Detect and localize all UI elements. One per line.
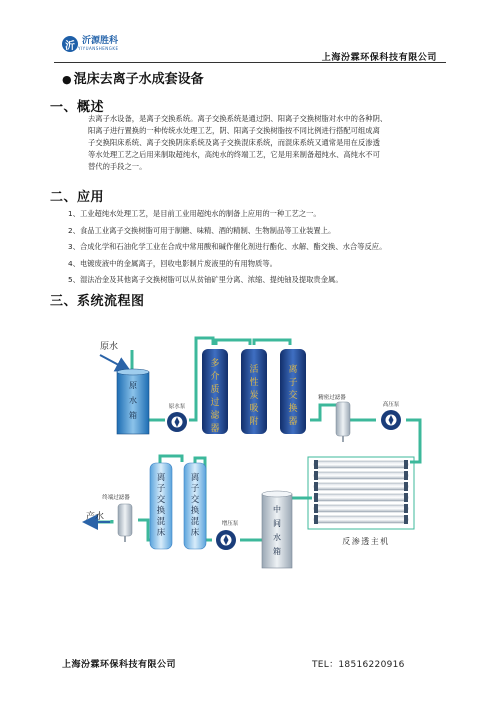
logo-subtext: YIYUANSHENGKE (78, 46, 119, 51)
precision-filter-label: 精密过滤器 (318, 395, 346, 401)
overview-line: 去离子水设备，是离子交换系统。离子交换系统是通过阴、阳离子交换树脂对水中的各种阴、 (88, 114, 388, 123)
middle-tank-char: 水 (273, 533, 281, 542)
raw-water-arrow (100, 355, 128, 370)
overview-line: 阳离子进行置换的一种传统水处理工艺，阴、阳离子交换树脂按不同比例进行搭配可组成离 (88, 126, 380, 135)
transfer-pump-label: 增压泵 (221, 521, 239, 527)
footer-tel: TEL：18516220916 (312, 660, 405, 670)
middle-tank-char: 箱 (273, 547, 281, 556)
ro-tube-endcap (404, 493, 408, 502)
pipe-softener-precision (310, 405, 336, 420)
raw-water-label: 原水 (100, 342, 119, 352)
media-filter-label-char: 介 (210, 372, 220, 382)
ro-tube-endcap (314, 482, 318, 491)
pipe-ro-middle (290, 498, 312, 505)
mixed-bed-2-label-char: 混 (190, 517, 200, 527)
ro-tube-endcap (404, 482, 408, 491)
logo-icon: 沂 (62, 36, 78, 52)
list-item: 5、湿法冶金及其他离子交换树脂可以从贫铀矿里分离、浓缩、提纯铀及提取贵金属。 (68, 275, 343, 284)
header-company: 上海汾霖环保科技有限公司 (321, 53, 437, 63)
softener-label-char: 子 (288, 378, 298, 388)
logo-text: 沂源胜科 (82, 36, 119, 46)
precision-filter-icon (336, 402, 350, 442)
ro-membrane-tube (314, 461, 408, 468)
mixed-bed-1-label-char: 交 (156, 495, 166, 505)
mixed-bed-2-label-char: 子 (190, 484, 200, 494)
ro-tube-endcap (314, 460, 318, 469)
bullet-icon: ● (62, 73, 72, 86)
overview-heading: 一、概述 (50, 100, 105, 115)
ro-tube-endcap (314, 471, 318, 480)
ro-tube-endcap (404, 504, 408, 513)
terminal-filter-label: 终端过滤器 (102, 495, 130, 501)
pipe-media-carbon (216, 340, 250, 345)
carbon-filter-label-char: 性 (249, 378, 259, 388)
ro-tube-endcap (404, 515, 408, 524)
softener-label-char: 换 (288, 404, 298, 414)
ro-tube-endcap (314, 515, 318, 524)
list-item: 4、电镀废液中的金属离子，回收电影制片废液里的有用物质等。 (68, 258, 277, 268)
list-item: 3、合成化学和石油化学工业在合成中常用酸和碱作催化剂进行酯化、水解、酯交换、水合等反应。 (68, 242, 387, 251)
mixed-bed-2-label-char: 离 (190, 473, 200, 483)
ro-membrane-tube (314, 472, 408, 479)
list-item: 1、工业超纯水处理工艺，是目前工业用超纯水的制备上应用的一种工艺之一。 (68, 209, 321, 218)
middle-tank-char: 中 (273, 505, 281, 514)
raw-tank-char: 箱 (129, 411, 137, 420)
ro-tube-endcap (404, 471, 408, 480)
ro-membrane-tube (314, 505, 408, 512)
ro-tube-endcap (314, 493, 318, 502)
overview-line: 子交换阳床系统、离子交换阴床系统及离子交换混床系统，而混床系统又通常是用在反渗透 (88, 138, 380, 147)
media-filter-label-char: 多 (210, 359, 220, 369)
softener-label-char: 器 (288, 417, 298, 427)
softener-label-char: 交 (288, 391, 298, 401)
pipe-hp-ro (406, 420, 420, 462)
flow-heading: 三、系统流程图 (50, 294, 145, 309)
ro-tube-endcap (404, 460, 408, 469)
media-filter-label-char: 滤 (210, 411, 220, 421)
page-title-text: 混床去离子水成套设备 (73, 72, 204, 87)
media-filter-label-char: 器 (210, 424, 220, 434)
carbon-filter-label-char: 活 (249, 365, 259, 375)
ro-host-label: 反渗透主机 (342, 537, 390, 546)
media-filter-label-char: 过 (210, 398, 220, 408)
raw-pump-label: 原水泵 (168, 404, 186, 410)
ro-membrane-tube (314, 516, 408, 523)
hp-pump-label: 高压泵 (382, 402, 400, 408)
list-item: 2、食品工业离子交换树脂可用于制糖、味精、酒的精制、生物制品等工业装置上。 (68, 225, 336, 235)
ro-host (308, 457, 414, 529)
raw-tank-char: 原 (129, 381, 137, 390)
mixed-bed-1-label-char: 混 (156, 517, 166, 527)
overview-line: 替代的手段之一。 (88, 162, 147, 171)
raw-pump-icon (167, 412, 187, 432)
ro-tube-endcap (314, 504, 318, 513)
mixed-bed-1-label-char: 床 (156, 528, 166, 538)
raw-tank-char: 水 (129, 396, 137, 405)
application-heading: 二、应用 (50, 190, 105, 205)
softener-label-char: 离 (288, 365, 298, 375)
pipe-carbon-softener (254, 340, 290, 345)
middle-water-tank (262, 491, 292, 568)
mixed-bed-1-label-char: 离 (156, 473, 166, 483)
product-water-label: 产水 (86, 512, 105, 522)
transfer-pump-icon (216, 530, 236, 550)
terminal-filter-icon (118, 504, 132, 542)
middle-tank-char: 间 (273, 519, 281, 528)
carbon-filter-label-char: 吸 (249, 404, 259, 414)
hp-pump-icon (381, 410, 401, 430)
footer-company: 上海汾霖环保科技有限公司 (62, 660, 177, 670)
mixed-bed-2-label-char: 换 (190, 506, 200, 516)
mixed-bed-2-label-char: 床 (190, 528, 200, 538)
mixed-bed-1-label-char: 子 (156, 484, 166, 494)
carbon-filter-label-char: 炭 (249, 391, 259, 401)
ro-membrane-tube (314, 483, 408, 490)
ro-membrane-tube (314, 494, 408, 501)
media-filter-label-char: 质 (210, 385, 220, 395)
overview-line: 等水处理工艺之后用来制取超纯水，高纯水的终端工艺，它是用来制备超纯水、高纯水不可 (88, 150, 380, 159)
mixed-bed-1-label-char: 换 (156, 506, 166, 516)
carbon-filter-label-char: 附 (249, 417, 259, 427)
mixed-bed-2-label-char: 交 (190, 495, 200, 505)
